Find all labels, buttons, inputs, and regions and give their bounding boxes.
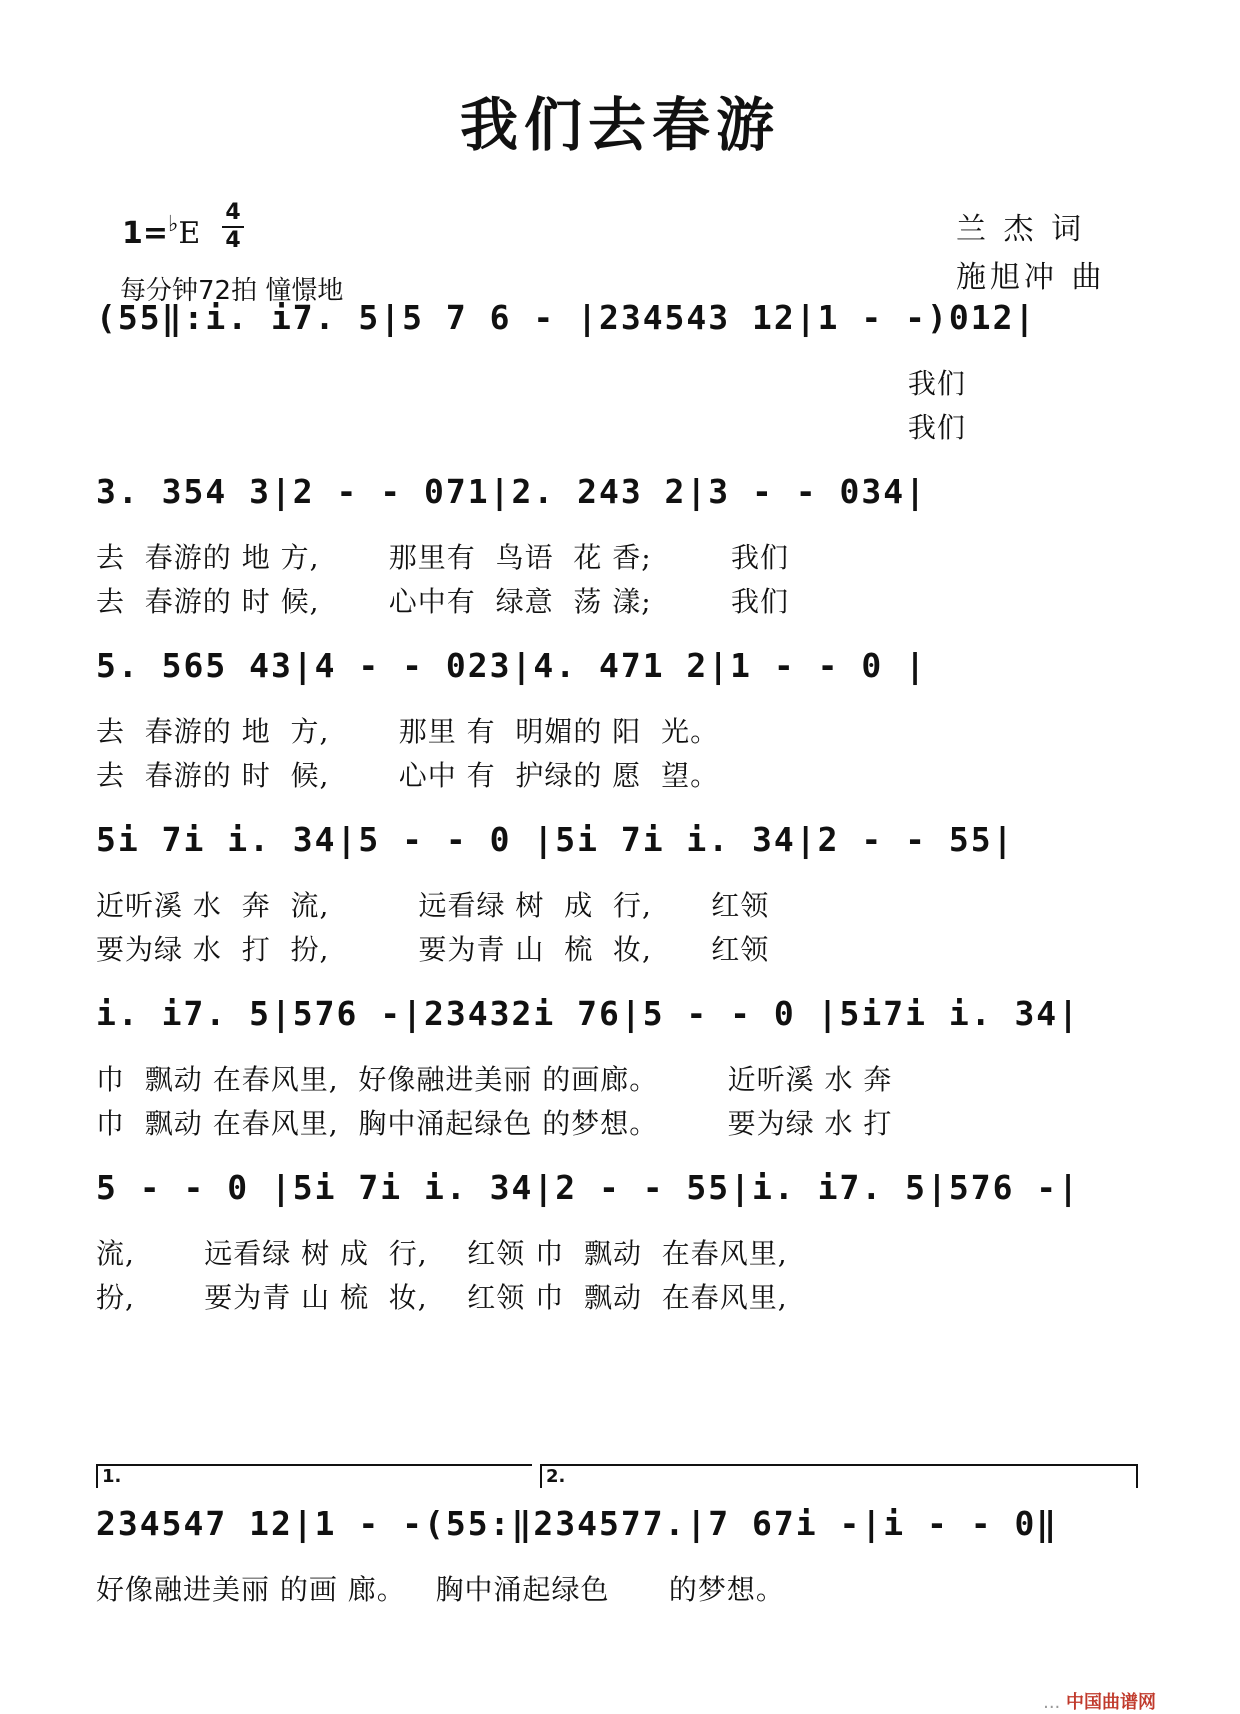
score-system-2 xyxy=(96,462,1148,624)
lyric-verse-2: 我们 xyxy=(96,411,966,444)
lyric-verse-1: 好像融进美丽 的画 廊。 胸中涌起绿色 的梦想。 xyxy=(96,1573,785,1606)
lyric-verse-1: 我们 xyxy=(96,367,966,400)
volta-first-ending: 1. xyxy=(96,1464,532,1488)
notation-line: 5 - - 0 |5i 7i i. 34|2 - - 55|i. i7. 5|576 -| xyxy=(96,1168,1081,1207)
lyric-verse-1: 去 春游的 地 方, 那里 有 明媚的 阳 光。 xyxy=(96,715,720,748)
lyric-verse-2: 去 春游的 时 候, 心中有 绿意 荡 漾; 我们 xyxy=(96,585,789,618)
lyric-verse-2: 去 春游的 时 候, 心中 有 护绿的 愿 望。 xyxy=(96,759,720,792)
key-signature xyxy=(122,212,200,251)
lyric-verse-1: 巾 飘动 在春风里, 好像融进美丽 的画廊。 近听溪 水 奔 xyxy=(96,1063,893,1096)
meter-bottom: 4 xyxy=(225,228,241,253)
score-system-4 xyxy=(96,810,1148,972)
score-system-3 xyxy=(96,636,1148,798)
lyricist: 兰 杰 词 xyxy=(956,212,1086,247)
notation-line: (55‖:i. i7. 5|5 7 6 - |234543 12|1 - -)012| xyxy=(96,298,1037,337)
lyric-verse-1: 近听溪 水 奔 流, 远看绿 树 成 行, 红领 xyxy=(96,889,770,922)
score-system-1 xyxy=(96,288,1148,450)
key-note: E xyxy=(178,216,201,251)
lyric-verse-2: 要为绿 水 打 扮, 要为青 山 梳 妆, 红领 xyxy=(96,933,770,966)
volta-second-ending: 2. xyxy=(540,1464,1138,1488)
lyric-verse-1: 流, 远看绿 树 成 行, 红领 巾 飘动 在春风里, xyxy=(96,1237,788,1270)
lyric-verse-1: 去 春游的 地 方, 那里有 鸟语 花 香; 我们 xyxy=(96,541,789,574)
score-system-7 xyxy=(96,1494,1148,1612)
song-title: 我们去春游 xyxy=(459,91,780,159)
notation-line: 3. 354 3|2 - - 071|2. 243 2|3 - - 034| xyxy=(96,472,927,511)
notation-line: i. i7. 5|576 -|23432i 76|5 - - 0 |5i7i i. 34| xyxy=(96,994,1081,1033)
notation-line: 234547 12|1 - -(55:‖234577.|7 67i -|i - - 0‖ xyxy=(96,1504,1059,1543)
lyric-verse-2: 扮, 要为青 山 梳 妆, 红领 巾 飘动 在春风里, xyxy=(96,1281,788,1314)
score-system-5 xyxy=(96,984,1148,1146)
lyric-verse-2: 巾 飘动 在春风里, 胸中涌起绿色 的梦想。 要为绿 水 打 xyxy=(96,1107,893,1140)
tempo-marking: 每分钟72拍 憧憬地 xyxy=(120,276,344,306)
watermark-logo: 中国曲谱网 xyxy=(1066,1692,1156,1713)
time-signature xyxy=(222,202,244,252)
watermark xyxy=(1043,1688,1156,1714)
notation-line: 5i 7i i. 34|5 - - 0 |5i 7i i. 34|2 - - 55| xyxy=(96,820,1015,859)
meter-top: 4 xyxy=(225,200,241,225)
watermark-text: ... xyxy=(1043,1692,1061,1713)
key-prefix: 1= xyxy=(122,216,169,251)
score-system-6 xyxy=(96,1158,1148,1320)
notation-line: 5. 565 43|4 - - 023|4. 471 2|1 - - 0 | xyxy=(96,646,927,685)
flat-symbol: ♭ xyxy=(168,212,179,237)
composer: 施旭冲 曲 xyxy=(956,260,1106,295)
